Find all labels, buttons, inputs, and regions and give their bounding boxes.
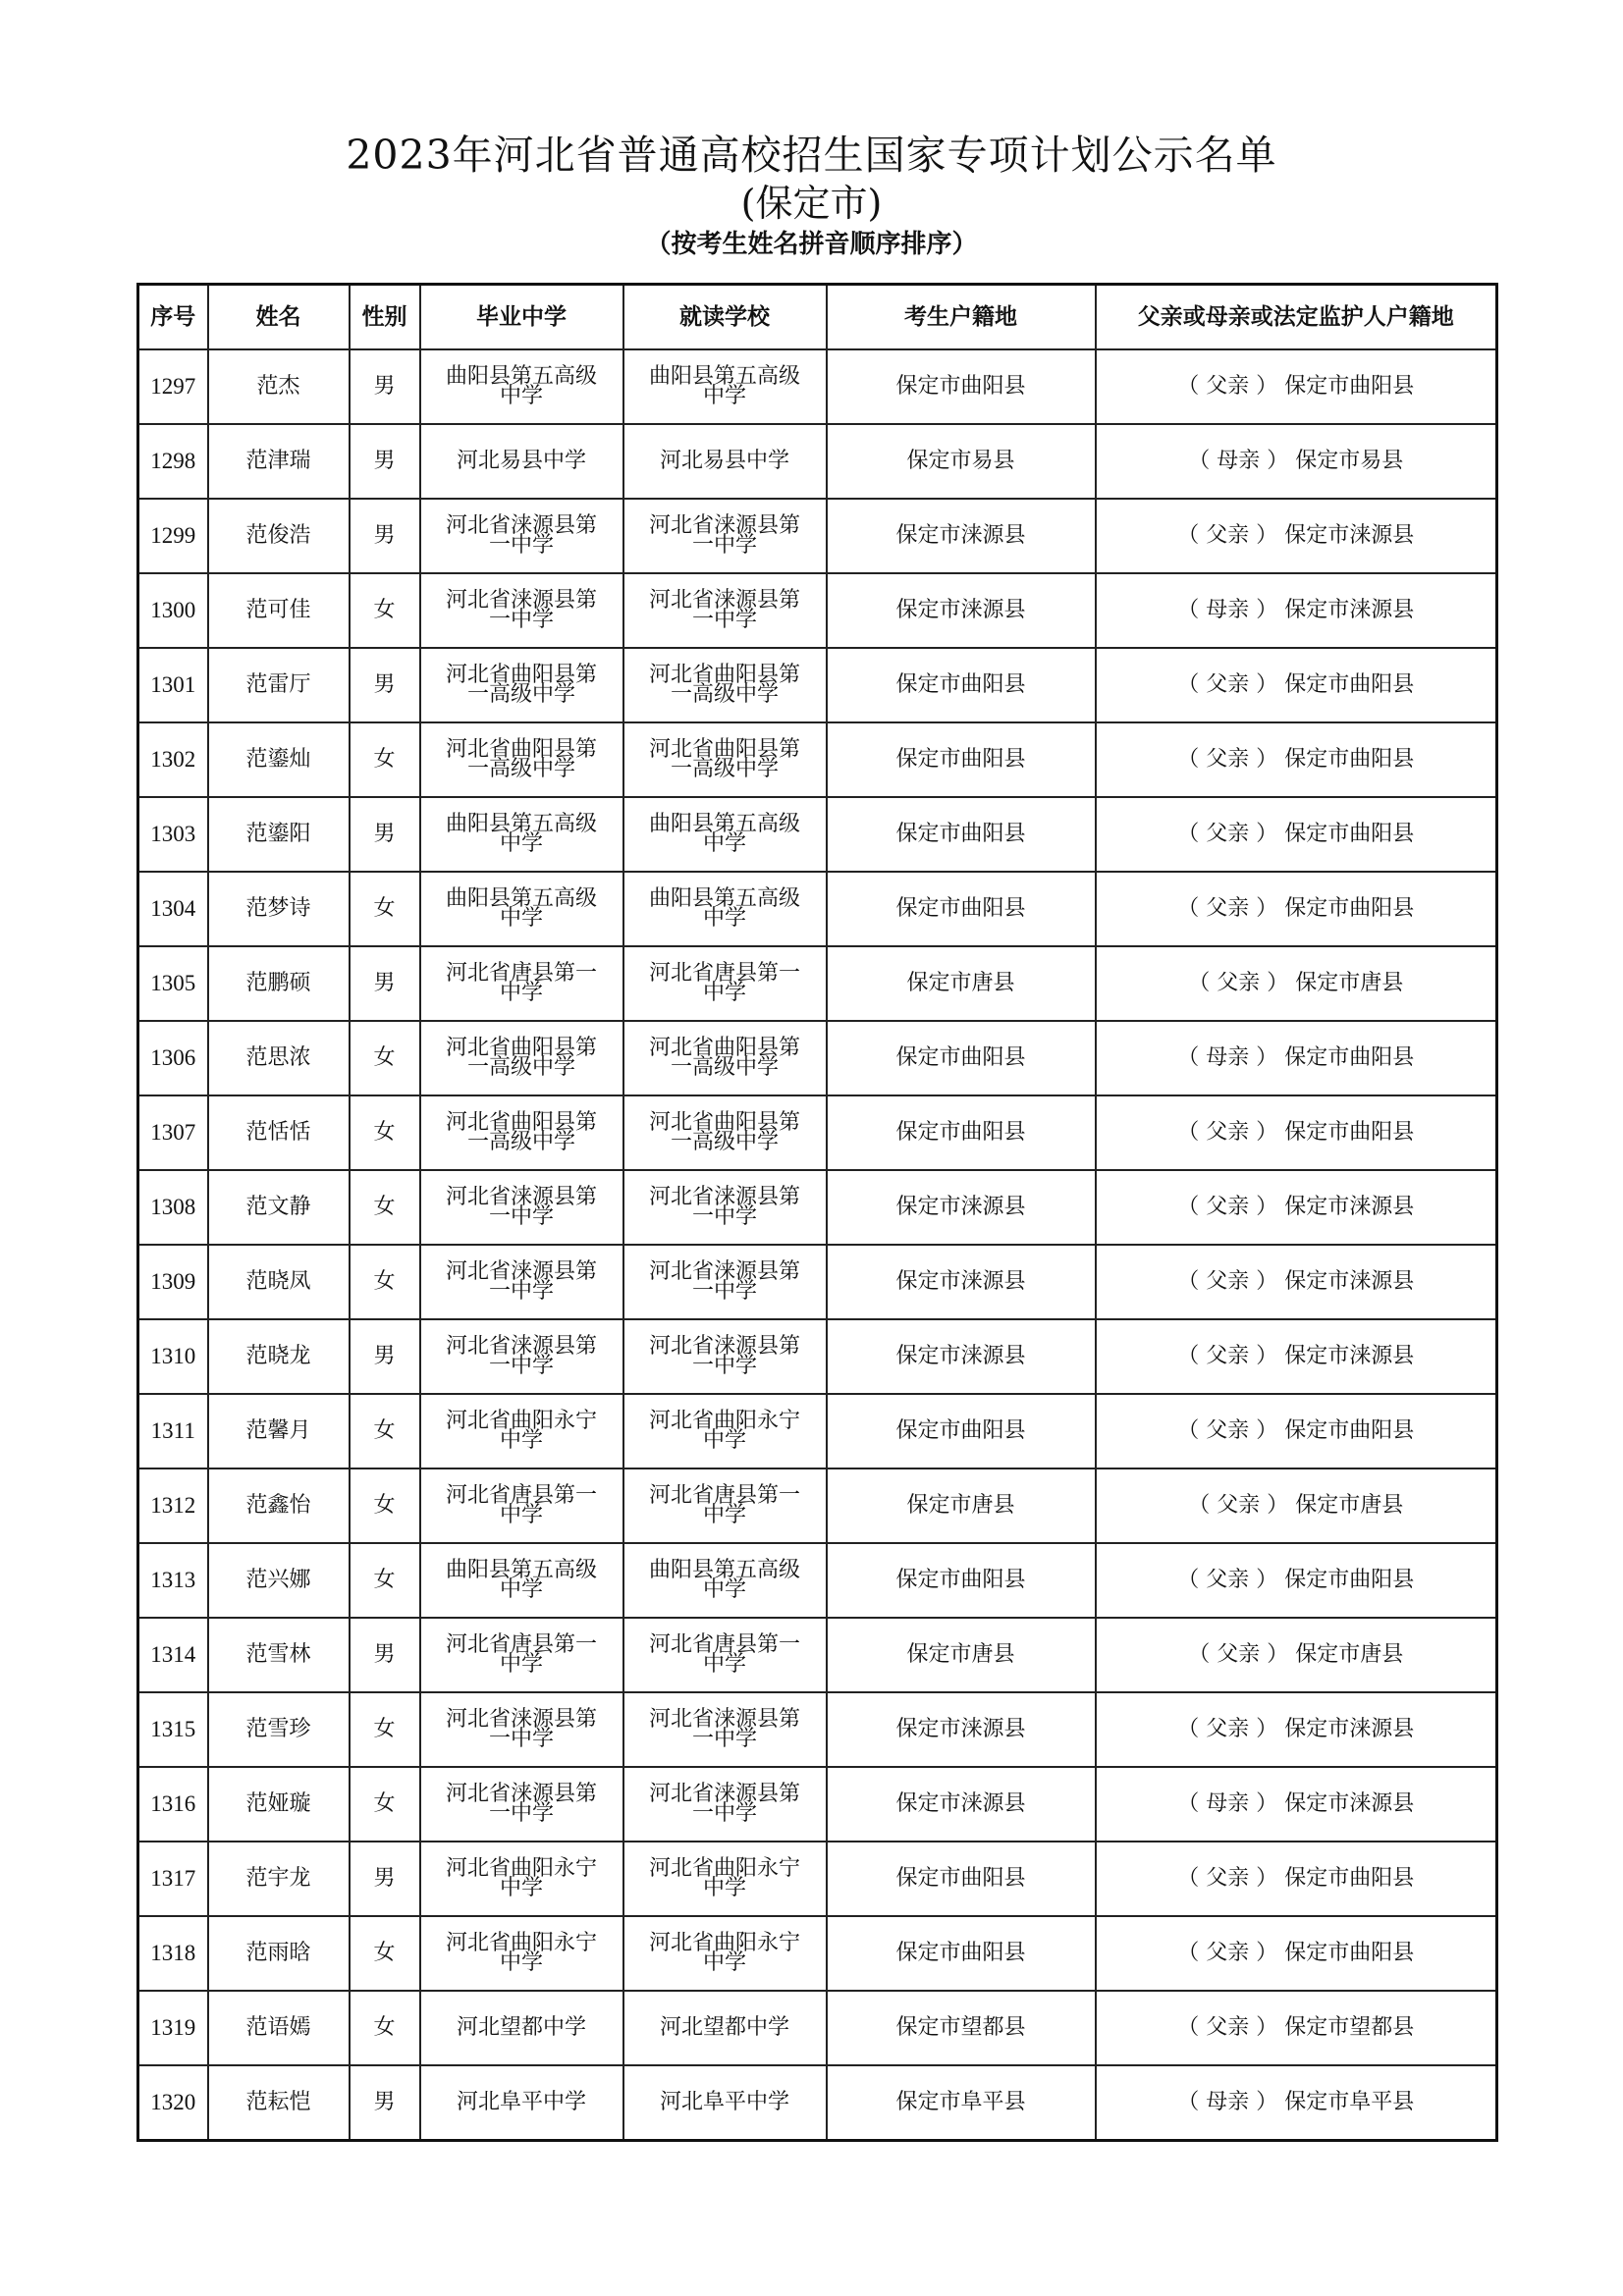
current-school-cell: 河北易县中学 (623, 424, 827, 499)
current-school-cell: 河北省唐县第一中学 (623, 946, 827, 1021)
table-row (138, 1319, 1497, 1394)
guardian-cell: （ 母亲 ） 保定市涞源县 (1096, 573, 1497, 648)
seq-cell: 1301 (138, 648, 208, 722)
seq-cell: 1314 (138, 1618, 208, 1692)
name-cell: 范兴娜 (208, 1543, 350, 1618)
current-school-cell: 河北省涞源县第一中学 (623, 1692, 827, 1767)
name-cell: 范鎏阳 (208, 797, 350, 872)
guardian-cell: （ 父亲 ） 保定市曲阳县 (1096, 648, 1497, 722)
gender-cell: 男 (350, 499, 420, 573)
name-cell: 范鹏硕 (208, 946, 350, 1021)
name-cell: 范可佳 (208, 573, 350, 648)
name-cell: 范俊浩 (208, 499, 350, 573)
current-school-cell: 河北省涞源县第一中学 (623, 573, 827, 648)
gender-cell: 女 (350, 1394, 420, 1468)
current-school-cell: 河北省曲阳县第一高级中学 (623, 1095, 827, 1170)
household-cell: 保定市曲阳县 (827, 1095, 1096, 1170)
seq-cell: 1298 (138, 424, 208, 499)
current-school-cell: 河北省曲阳永宁中学 (623, 1394, 827, 1468)
name-cell: 范雷厅 (208, 648, 350, 722)
seq-cell: 1309 (138, 1245, 208, 1319)
guardian-cell: （ 母亲 ） 保定市易县 (1096, 424, 1497, 499)
table-body (138, 349, 1497, 2141)
household-cell: 保定市涞源县 (827, 1692, 1096, 1767)
guardian-cell: （ 母亲 ） 保定市曲阳县 (1096, 1021, 1497, 1095)
grad-school-cell: 河北省曲阳县第一高级中学 (420, 722, 623, 797)
table-row (138, 797, 1497, 872)
gender-cell: 男 (350, 946, 420, 1021)
table-row (138, 2065, 1497, 2141)
seq-cell: 1313 (138, 1543, 208, 1618)
current-school-cell: 河北省曲阳县第一高级中学 (623, 722, 827, 797)
gender-cell: 女 (350, 1170, 420, 1245)
table-row (138, 499, 1497, 573)
guardian-cell: （ 父亲 ） 保定市曲阳县 (1096, 722, 1497, 797)
seq-cell: 1316 (138, 1767, 208, 1842)
table-row (138, 1468, 1497, 1543)
grad-school-cell: 曲阳县第五高级中学 (420, 1543, 623, 1618)
gender-cell: 男 (350, 2065, 420, 2141)
household-cell: 保定市涞源县 (827, 1767, 1096, 1842)
household-cell: 保定市望都县 (827, 1991, 1096, 2065)
gender-cell: 女 (350, 1543, 420, 1618)
grad-school-cell: 河北省涞源县第一中学 (420, 1692, 623, 1767)
household-cell: 保定市曲阳县 (827, 349, 1096, 424)
table-row (138, 1842, 1497, 1916)
grad-school-cell: 河北省唐县第一中学 (420, 1468, 623, 1543)
name-cell: 范娅璇 (208, 1767, 350, 1842)
gender-cell: 男 (350, 424, 420, 499)
table-header-row (138, 285, 1497, 350)
table-row (138, 1095, 1497, 1170)
seq-cell: 1310 (138, 1319, 208, 1394)
gender-cell: 女 (350, 573, 420, 648)
gender-cell: 女 (350, 1095, 420, 1170)
table-row (138, 1245, 1497, 1319)
current-school-cell: 河北省涞源县第一中学 (623, 1767, 827, 1842)
name-cell: 范雨晗 (208, 1916, 350, 1991)
guardian-cell: （ 父亲 ） 保定市曲阳县 (1096, 797, 1497, 872)
guardian-cell: （ 父亲 ） 保定市涞源县 (1096, 1692, 1497, 1767)
guardian-cell: （ 父亲 ） 保定市唐县 (1096, 946, 1497, 1021)
seq-cell: 1307 (138, 1095, 208, 1170)
seq-cell: 1311 (138, 1394, 208, 1468)
name-cell: 范文静 (208, 1170, 350, 1245)
table-row (138, 1767, 1497, 1842)
table-row (138, 424, 1497, 499)
current-school-cell: 河北望都中学 (623, 1991, 827, 2065)
table-row (138, 1021, 1497, 1095)
name-cell: 范雪林 (208, 1618, 350, 1692)
name-cell: 范鎏灿 (208, 722, 350, 797)
student-roster-table (136, 283, 1498, 2142)
grad-school-cell: 河北省曲阳县第一高级中学 (420, 1021, 623, 1095)
header-guardian: 父亲或母亲或法定监护人户籍地 (1096, 285, 1497, 350)
grad-school-cell: 河北阜平中学 (420, 2065, 623, 2141)
grad-school-cell: 河北省曲阳永宁中学 (420, 1916, 623, 1991)
table-row (138, 1543, 1497, 1618)
current-school-cell: 河北省涞源县第一中学 (623, 1170, 827, 1245)
grad-school-cell: 河北省涞源县第一中学 (420, 1767, 623, 1842)
header-household: 考生户籍地 (827, 285, 1096, 350)
household-cell: 保定市曲阳县 (827, 722, 1096, 797)
table-row (138, 1394, 1497, 1468)
name-cell: 范津瑞 (208, 424, 350, 499)
grad-school-cell: 河北省涞源县第一中学 (420, 1245, 623, 1319)
guardian-cell: （ 父亲 ） 保定市曲阳县 (1096, 1394, 1497, 1468)
grad-school-cell: 河北省涞源县第一中学 (420, 573, 623, 648)
header-current-school: 就读学校 (623, 285, 827, 350)
grad-school-cell: 河北省涞源县第一中学 (420, 1319, 623, 1394)
seq-cell: 1306 (138, 1021, 208, 1095)
grad-school-cell: 河北省曲阳永宁中学 (420, 1842, 623, 1916)
header-seq: 序号 (138, 285, 208, 350)
guardian-cell: （ 父亲 ） 保定市曲阳县 (1096, 1095, 1497, 1170)
current-school-cell: 曲阳县第五高级中学 (623, 349, 827, 424)
gender-cell: 女 (350, 1767, 420, 1842)
gender-cell: 女 (350, 1916, 420, 1991)
name-cell: 范晓凤 (208, 1245, 350, 1319)
household-cell: 保定市唐县 (827, 946, 1096, 1021)
seq-cell: 1312 (138, 1468, 208, 1543)
guardian-cell: （ 母亲 ） 保定市涞源县 (1096, 1767, 1497, 1842)
guardian-cell: （ 父亲 ） 保定市望都县 (1096, 1991, 1497, 2065)
guardian-cell: （ 父亲 ） 保定市涞源县 (1096, 1245, 1497, 1319)
name-cell: 范晓龙 (208, 1319, 350, 1394)
name-cell: 范鑫怡 (208, 1468, 350, 1543)
household-cell: 保定市涞源县 (827, 1170, 1096, 1245)
seq-cell: 1297 (138, 349, 208, 424)
gender-cell: 男 (350, 797, 420, 872)
household-cell: 保定市涞源县 (827, 573, 1096, 648)
current-school-cell: 河北省曲阳永宁中学 (623, 1916, 827, 1991)
table-row (138, 1170, 1497, 1245)
table-row (138, 1916, 1497, 1991)
current-school-cell: 曲阳县第五高级中学 (623, 872, 827, 946)
guardian-cell: （ 父亲 ） 保定市涞源县 (1096, 499, 1497, 573)
grad-school-cell: 河北易县中学 (420, 424, 623, 499)
household-cell: 保定市曲阳县 (827, 797, 1096, 872)
guardian-cell: （ 父亲 ） 保定市涞源县 (1096, 1170, 1497, 1245)
seq-cell: 1299 (138, 499, 208, 573)
household-cell: 保定市曲阳县 (827, 1916, 1096, 1991)
current-school-cell: 河北省唐县第一中学 (623, 1468, 827, 1543)
guardian-cell: （ 父亲 ） 保定市曲阳县 (1096, 1543, 1497, 1618)
gender-cell: 女 (350, 872, 420, 946)
table-row (138, 573, 1497, 648)
current-school-cell: 河北省曲阳县第一高级中学 (623, 648, 827, 722)
current-school-cell: 河北省曲阳永宁中学 (623, 1842, 827, 1916)
seq-cell: 1318 (138, 1916, 208, 1991)
grad-school-cell: 曲阳县第五高级中学 (420, 872, 623, 946)
grad-school-cell: 河北省唐县第一中学 (420, 1618, 623, 1692)
current-school-cell: 河北省涞源县第一中学 (623, 1245, 827, 1319)
household-cell: 保定市唐县 (827, 1468, 1096, 1543)
gender-cell: 女 (350, 1692, 420, 1767)
seq-cell: 1308 (138, 1170, 208, 1245)
sort-note: （按考生姓名拼音顺序排序） (645, 230, 978, 259)
header-gender: 性别 (350, 285, 420, 350)
seq-cell: 1300 (138, 573, 208, 648)
table-row (138, 1991, 1497, 2065)
gender-cell: 女 (350, 1021, 420, 1095)
guardian-cell: （ 母亲 ） 保定市阜平县 (1096, 2065, 1497, 2141)
guardian-cell: （ 父亲 ） 保定市曲阳县 (1096, 1916, 1497, 1991)
gender-cell: 女 (350, 1991, 420, 2065)
name-cell: 范恬恬 (208, 1095, 350, 1170)
name-cell: 范杰 (208, 349, 350, 424)
grad-school-cell: 河北省曲阳县第一高级中学 (420, 648, 623, 722)
seq-cell: 1315 (138, 1692, 208, 1767)
household-cell: 保定市阜平县 (827, 2065, 1096, 2141)
page-title: 2023年河北省普通高校招生国家专项计划公示名单 (346, 132, 1277, 179)
table-row (138, 872, 1497, 946)
guardian-cell: （ 父亲 ） 保定市涞源县 (1096, 1319, 1497, 1394)
household-cell: 保定市涞源县 (827, 1319, 1096, 1394)
name-cell: 范宇龙 (208, 1842, 350, 1916)
name-cell: 范梦诗 (208, 872, 350, 946)
household-cell: 保定市曲阳县 (827, 1021, 1096, 1095)
current-school-cell: 曲阳县第五高级中学 (623, 797, 827, 872)
name-cell: 范馨月 (208, 1394, 350, 1468)
current-school-cell: 河北省唐县第一中学 (623, 1618, 827, 1692)
grad-school-cell: 河北省曲阳永宁中学 (420, 1394, 623, 1468)
guardian-cell: （ 父亲 ） 保定市曲阳县 (1096, 1842, 1497, 1916)
grad-school-cell: 河北省曲阳县第一高级中学 (420, 1095, 623, 1170)
household-cell: 保定市曲阳县 (827, 648, 1096, 722)
household-cell: 保定市曲阳县 (827, 872, 1096, 946)
guardian-cell: （ 父亲 ） 保定市曲阳县 (1096, 349, 1497, 424)
gender-cell: 女 (350, 1245, 420, 1319)
gender-cell: 男 (350, 1319, 420, 1394)
guardian-cell: （ 父亲 ） 保定市唐县 (1096, 1468, 1497, 1543)
table-row (138, 722, 1497, 797)
grad-school-cell: 河北省唐县第一中学 (420, 946, 623, 1021)
name-cell: 范雪珍 (208, 1692, 350, 1767)
grad-school-cell: 曲阳县第五高级中学 (420, 349, 623, 424)
table-row (138, 1618, 1497, 1692)
grad-school-cell: 河北望都中学 (420, 1991, 623, 2065)
current-school-cell: 河北省涞源县第一中学 (623, 1319, 827, 1394)
gender-cell: 男 (350, 1842, 420, 1916)
guardian-cell: （ 父亲 ） 保定市唐县 (1096, 1618, 1497, 1692)
name-cell: 范耘恺 (208, 2065, 350, 2141)
grad-school-cell: 曲阳县第五高级中学 (420, 797, 623, 872)
current-school-cell: 河北省曲阳县第一高级中学 (623, 1021, 827, 1095)
guardian-cell: （ 父亲 ） 保定市曲阳县 (1096, 872, 1497, 946)
current-school-cell: 河北省涞源县第一中学 (623, 499, 827, 573)
current-school-cell: 曲阳县第五高级中学 (623, 1543, 827, 1618)
household-cell: 保定市易县 (827, 424, 1096, 499)
household-cell: 保定市曲阳县 (827, 1543, 1096, 1618)
page-subtitle: (保定市) (740, 182, 883, 225)
household-cell: 保定市涞源县 (827, 499, 1096, 573)
gender-cell: 女 (350, 722, 420, 797)
gender-cell: 男 (350, 648, 420, 722)
household-cell: 保定市涞源县 (827, 1245, 1096, 1319)
household-cell: 保定市曲阳县 (827, 1394, 1096, 1468)
header-name: 姓名 (208, 285, 350, 350)
seq-cell: 1302 (138, 722, 208, 797)
grad-school-cell: 河北省涞源县第一中学 (420, 1170, 623, 1245)
table-row (138, 648, 1497, 722)
household-cell: 保定市唐县 (827, 1618, 1096, 1692)
seq-cell: 1303 (138, 797, 208, 872)
table-row (138, 1692, 1497, 1767)
seq-cell: 1305 (138, 946, 208, 1021)
household-cell: 保定市曲阳县 (827, 1842, 1096, 1916)
gender-cell: 女 (350, 1468, 420, 1543)
current-school-cell: 河北阜平中学 (623, 2065, 827, 2141)
seq-cell: 1317 (138, 1842, 208, 1916)
gender-cell: 男 (350, 349, 420, 424)
table-row (138, 349, 1497, 424)
header-grad-school: 毕业中学 (420, 285, 623, 350)
gender-cell: 男 (350, 1618, 420, 1692)
seq-cell: 1319 (138, 1991, 208, 2065)
name-cell: 范思浓 (208, 1021, 350, 1095)
seq-cell: 1320 (138, 2065, 208, 2141)
table-row (138, 946, 1497, 1021)
name-cell: 范语嫣 (208, 1991, 350, 2065)
seq-cell: 1304 (138, 872, 208, 946)
grad-school-cell: 河北省涞源县第一中学 (420, 499, 623, 573)
